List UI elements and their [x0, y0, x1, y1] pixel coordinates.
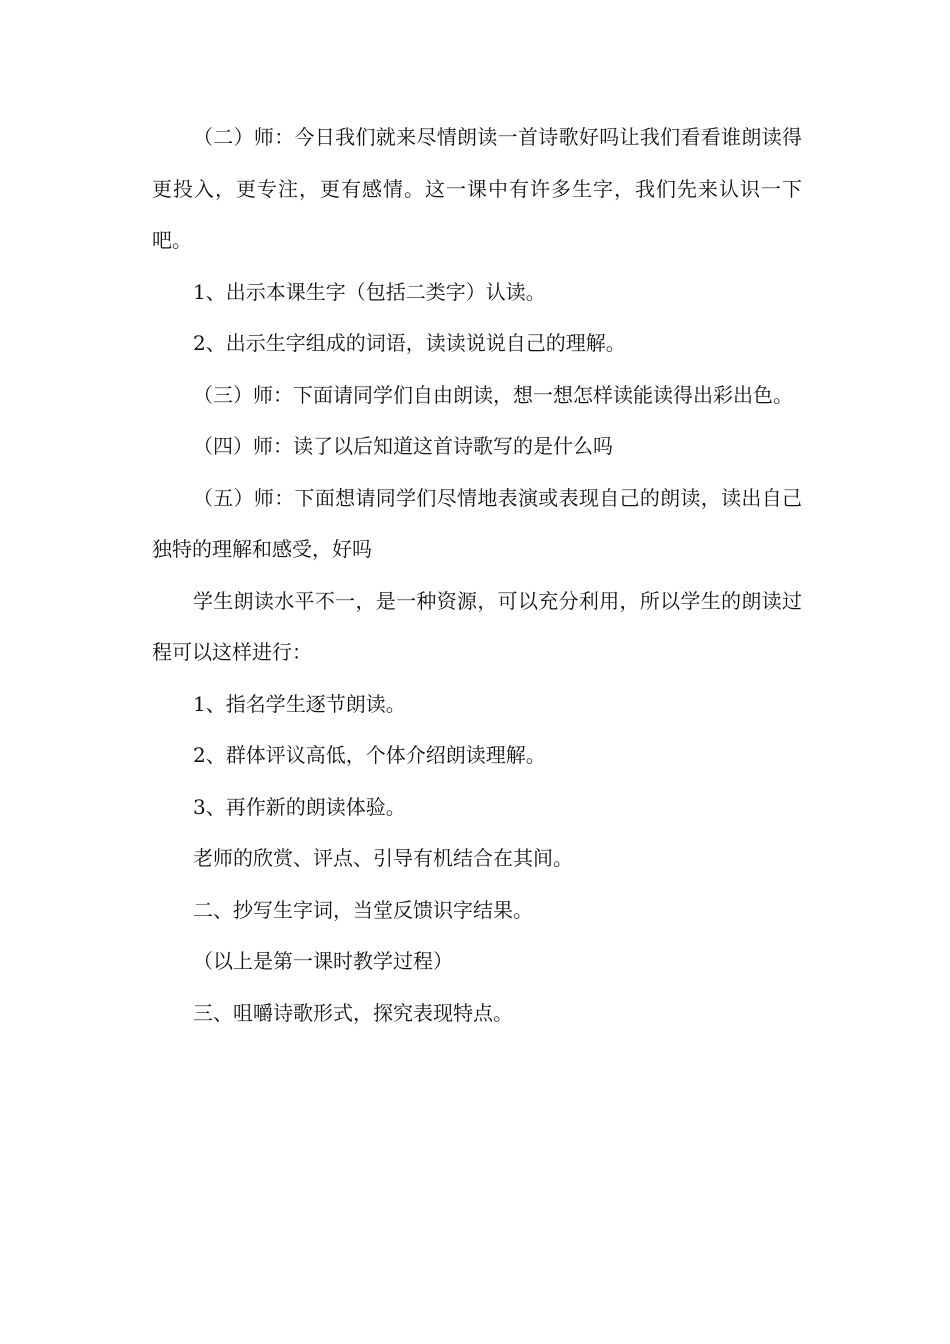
paragraph: （五）师：下面想请同学们尽情地表演或表现自己的朗读，读出自己独特的理解和感受，好吗: [152, 485, 802, 561]
paragraph: 老师的欣赏、评点、引导有机结合在其间。: [193, 846, 573, 870]
paragraph: （三）师：下面请同学们自由朗读，想一想怎样读能读得出彩出色。: [193, 382, 793, 407]
document-body: [152, 112, 802, 1039]
paragraph: 1、出示本课生字（包括二类字）认读。: [193, 279, 546, 304]
paragraph: 二、抄写生字词，当堂反馈识字结果。: [193, 897, 533, 922]
paragraph: 1、指名学生逐节朗读。: [193, 691, 406, 716]
paragraph: 学生朗读水平不一，是一种资源，可以充分利用，所以学生的朗读过程可以这样进行：: [152, 588, 802, 664]
paragraph: 3、再作新的朗读体验。: [193, 794, 406, 819]
paragraph: （以上是第一课时教学过程）: [193, 949, 453, 973]
paragraph: 2、群体评议高低，个体介绍朗读理解。: [193, 743, 546, 767]
paragraph: （二）师：今日我们就来尽情朗读一首诗歌好吗让我们看看谁朗读得更投入，更专注，更有感情。这一课中有许多生字，我们先来认识一下吧。: [152, 125, 802, 252]
paragraph: 2、出示生字组成的词语，读读说说自己的理解。: [193, 331, 626, 355]
paragraph: （四）师：读了以后知道这首诗歌写的是什么吗: [193, 434, 613, 458]
paragraph: 三、咀嚼诗歌形式，探究表现特点。: [193, 1000, 513, 1025]
